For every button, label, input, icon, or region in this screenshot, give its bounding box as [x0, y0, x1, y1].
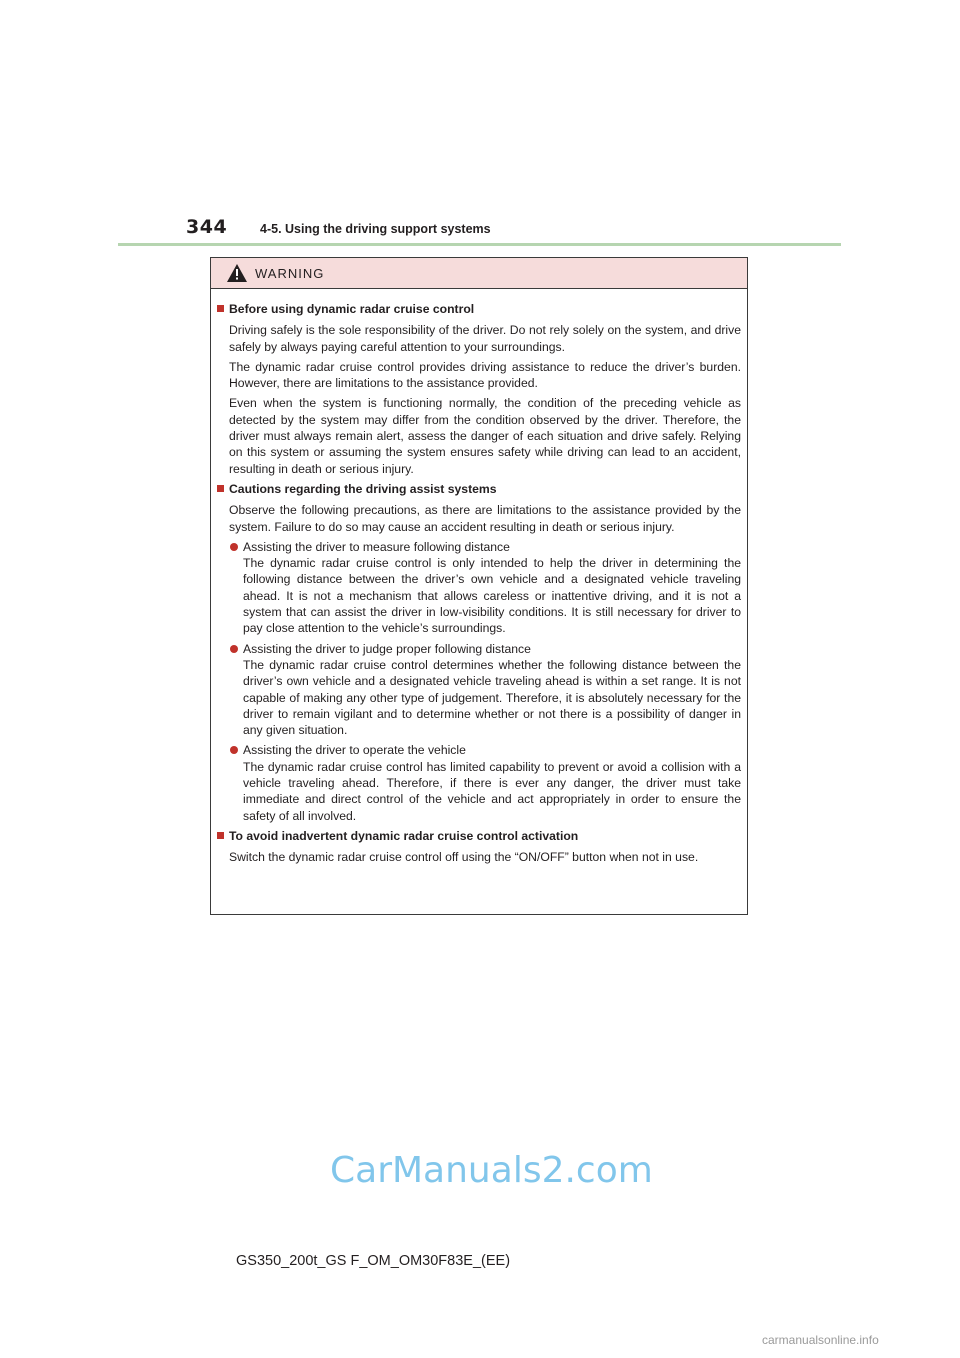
- warning-box: [210, 257, 748, 915]
- list-item-title: Assisting the driver to judge proper following distance: [243, 641, 531, 656]
- square-bullet-icon: [217, 305, 224, 312]
- list-item: [243, 539, 741, 637]
- header-rule: [118, 243, 841, 246]
- warning-body: [211, 289, 747, 866]
- warning-label: WARNING: [255, 266, 325, 281]
- list-item-text: The dynamic radar cruise control has limited capability to prevent or avoid a collision with a vehicle traveling ahead. Therefore, if there is ever any danger, the driver must take immediate and direct control of the vehicle and act appropriately in order to ensure the safety of all involved.: [243, 759, 741, 823]
- paragraph: The dynamic radar cruise control provides driving assistance to reduce the driver’s burden. However, there are limitations to the assistance provided.: [229, 359, 741, 391]
- section-heading: [217, 828, 741, 844]
- document-code: GS350_200t_GS F_OM_OM30F83E_(EE): [236, 1253, 511, 1269]
- list-item-title: Assisting the driver to operate the vehicle: [243, 743, 466, 758]
- watermark-site: carmanualsonline.info: [762, 1333, 879, 1347]
- list-item-title: Assisting the driver to measure following distance: [243, 539, 510, 554]
- section-heading-text: Cautions regarding the driving assist systems: [229, 481, 497, 496]
- section-heading-text: To avoid inadvertent dynamic radar cruise control activation: [229, 828, 579, 843]
- list-item: [243, 742, 741, 823]
- square-bullet-icon: [217, 832, 224, 839]
- watermark-logo: CarManuals2.com: [330, 1150, 653, 1191]
- section-heading: [217, 481, 741, 497]
- list-item-text: The dynamic radar cruise control determines whether the following distance between the driver’s own vehicle and a designated vehicle traveling ahead is within a set range. It is not capable of making any other type of judgement. Therefore, it is absolutely necessary for the driver to remain vigilant and to determine whether or not there is a possibility of danger in any given situation.: [243, 657, 741, 738]
- circle-bullet-icon: [230, 746, 238, 754]
- section-title: 4-5. Using the driving support systems: [260, 222, 491, 236]
- circle-bullet-icon: [230, 543, 238, 551]
- page-number: 344: [186, 216, 228, 238]
- warning-header: [211, 258, 747, 289]
- square-bullet-icon: [217, 485, 224, 492]
- paragraph: Driving safely is the sole responsibility of the driver. Do not rely solely on the system, and drive safely by always paying careful attention to your surroundings.: [229, 323, 741, 354]
- warning-triangle-icon: [227, 264, 247, 282]
- list-item-text: The dynamic radar cruise control is only intended to help the driver in determining the following distance between the driver’s own vehicle and a designated vehicle traveling ahead. It is not a mechanism that allows careless or inattentive driving, and it is not a system that can assist the driver in low-visibility conditions. It is still necessary for driver to pay close attention to the vehicle’s surroundings.: [243, 556, 741, 636]
- paragraph: Observe the following precautions, as there are limitations to the assistance provided by the system. Failure to do so may cause an accident resulting in death or serious injury.: [229, 503, 741, 534]
- list-item: [243, 641, 741, 739]
- paragraph: Switch the dynamic radar cruise control off using the “ON/OFF” button when not in use.: [229, 850, 699, 865]
- section-heading: [217, 301, 741, 317]
- section-heading-text: Before using dynamic radar cruise control: [229, 302, 475, 316]
- paragraph: Even when the system is functioning normally, the condition of the preceding vehicle as detected by the system may differ from the condition observed by the driver. Therefore, the driver must always remain alert, assess the danger of each situation and drive safely. Relying on this system or assuming the system ensures safety while driving can lead to an accident, resulting in death or serious injury.: [229, 396, 741, 476]
- circle-bullet-icon: [230, 645, 238, 653]
